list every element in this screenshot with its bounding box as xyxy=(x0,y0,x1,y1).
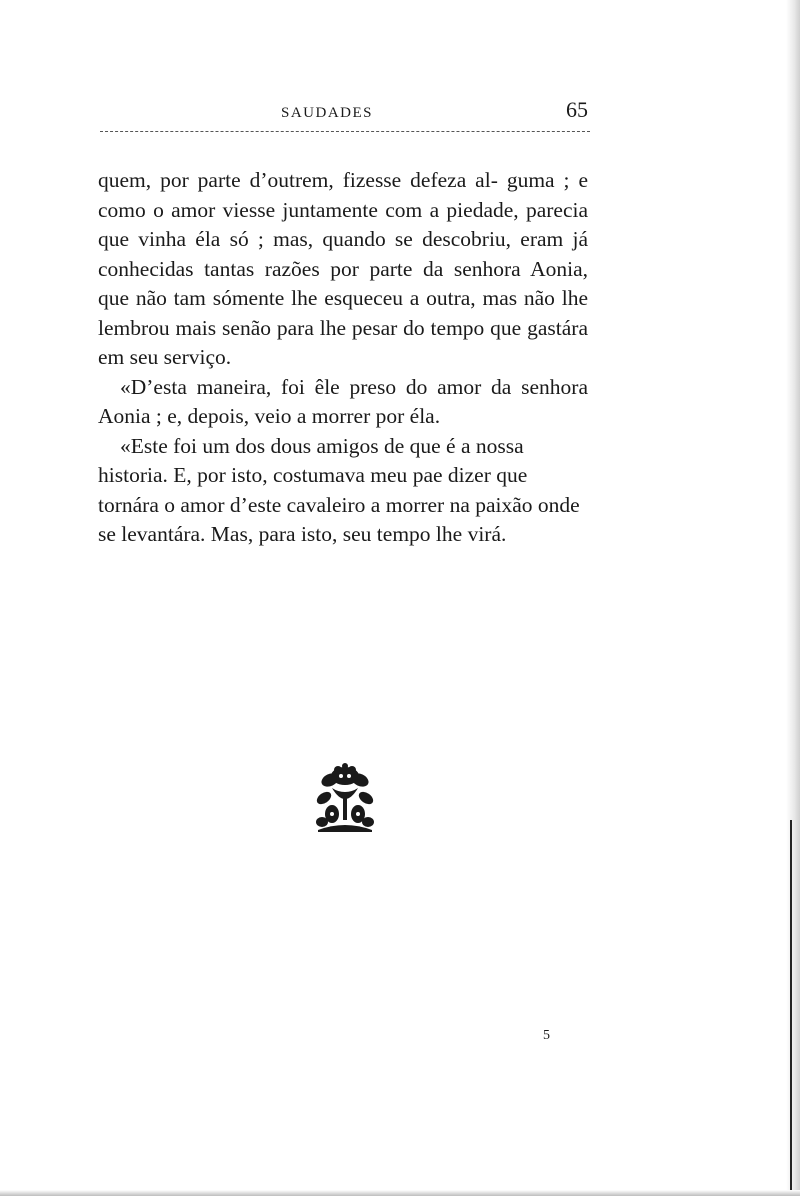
text-line: nossa historia. E, por isto, costumava meu xyxy=(98,433,524,487)
page-bottom-edge xyxy=(0,1190,800,1196)
paragraph xyxy=(98,432,588,550)
text-line: a piedade, parecia que vinha éla só ; mas, xyxy=(98,197,589,251)
text-line: para isto, seu tempo lhe virá. xyxy=(258,522,507,546)
running-title: SAUDADES xyxy=(281,105,374,121)
paragraph xyxy=(98,166,588,373)
header-rule xyxy=(100,131,590,132)
text-line: quando se descobriu, eram já conhecidas xyxy=(98,227,589,281)
text-line: pae dizer que tornára o amor d’este cavaleiro xyxy=(98,463,528,517)
body-text xyxy=(98,166,588,550)
page-edge-shadow xyxy=(786,0,800,1196)
text-line: senhora Aonia ; e, depois, veio a morrer por xyxy=(98,374,589,428)
text-line: tantas razões por parte da senhora Aonia, xyxy=(204,256,588,281)
text-line: guma ; e como o amor viesse juntamente com xyxy=(98,168,588,222)
text-line: pesar do tempo que gastára em seu serviço. xyxy=(98,315,588,369)
page-number: 65 xyxy=(566,97,588,122)
floral-vignette-icon xyxy=(308,762,382,832)
signature-mark: 5 xyxy=(543,1028,550,1043)
text-line: a morrer na paixão onde se levantára. Mas, xyxy=(98,492,580,546)
running-head xyxy=(100,97,590,131)
text-line: éla. xyxy=(409,404,441,428)
text-line: «Este foi um dos dous amigos de que é a xyxy=(120,433,471,458)
paragraph xyxy=(98,373,588,432)
page-edge-line xyxy=(790,820,792,1190)
text-line: mas não lhe lembrou mais senão para lhe xyxy=(98,286,588,340)
text-line: quem, por parte d’outrem, fizesse defeza al- xyxy=(98,168,498,192)
text-line: que não tam sómente lhe esqueceu a outra, xyxy=(98,286,476,310)
text-line: «D’esta maneira, foi êle preso do amor da xyxy=(120,374,512,399)
